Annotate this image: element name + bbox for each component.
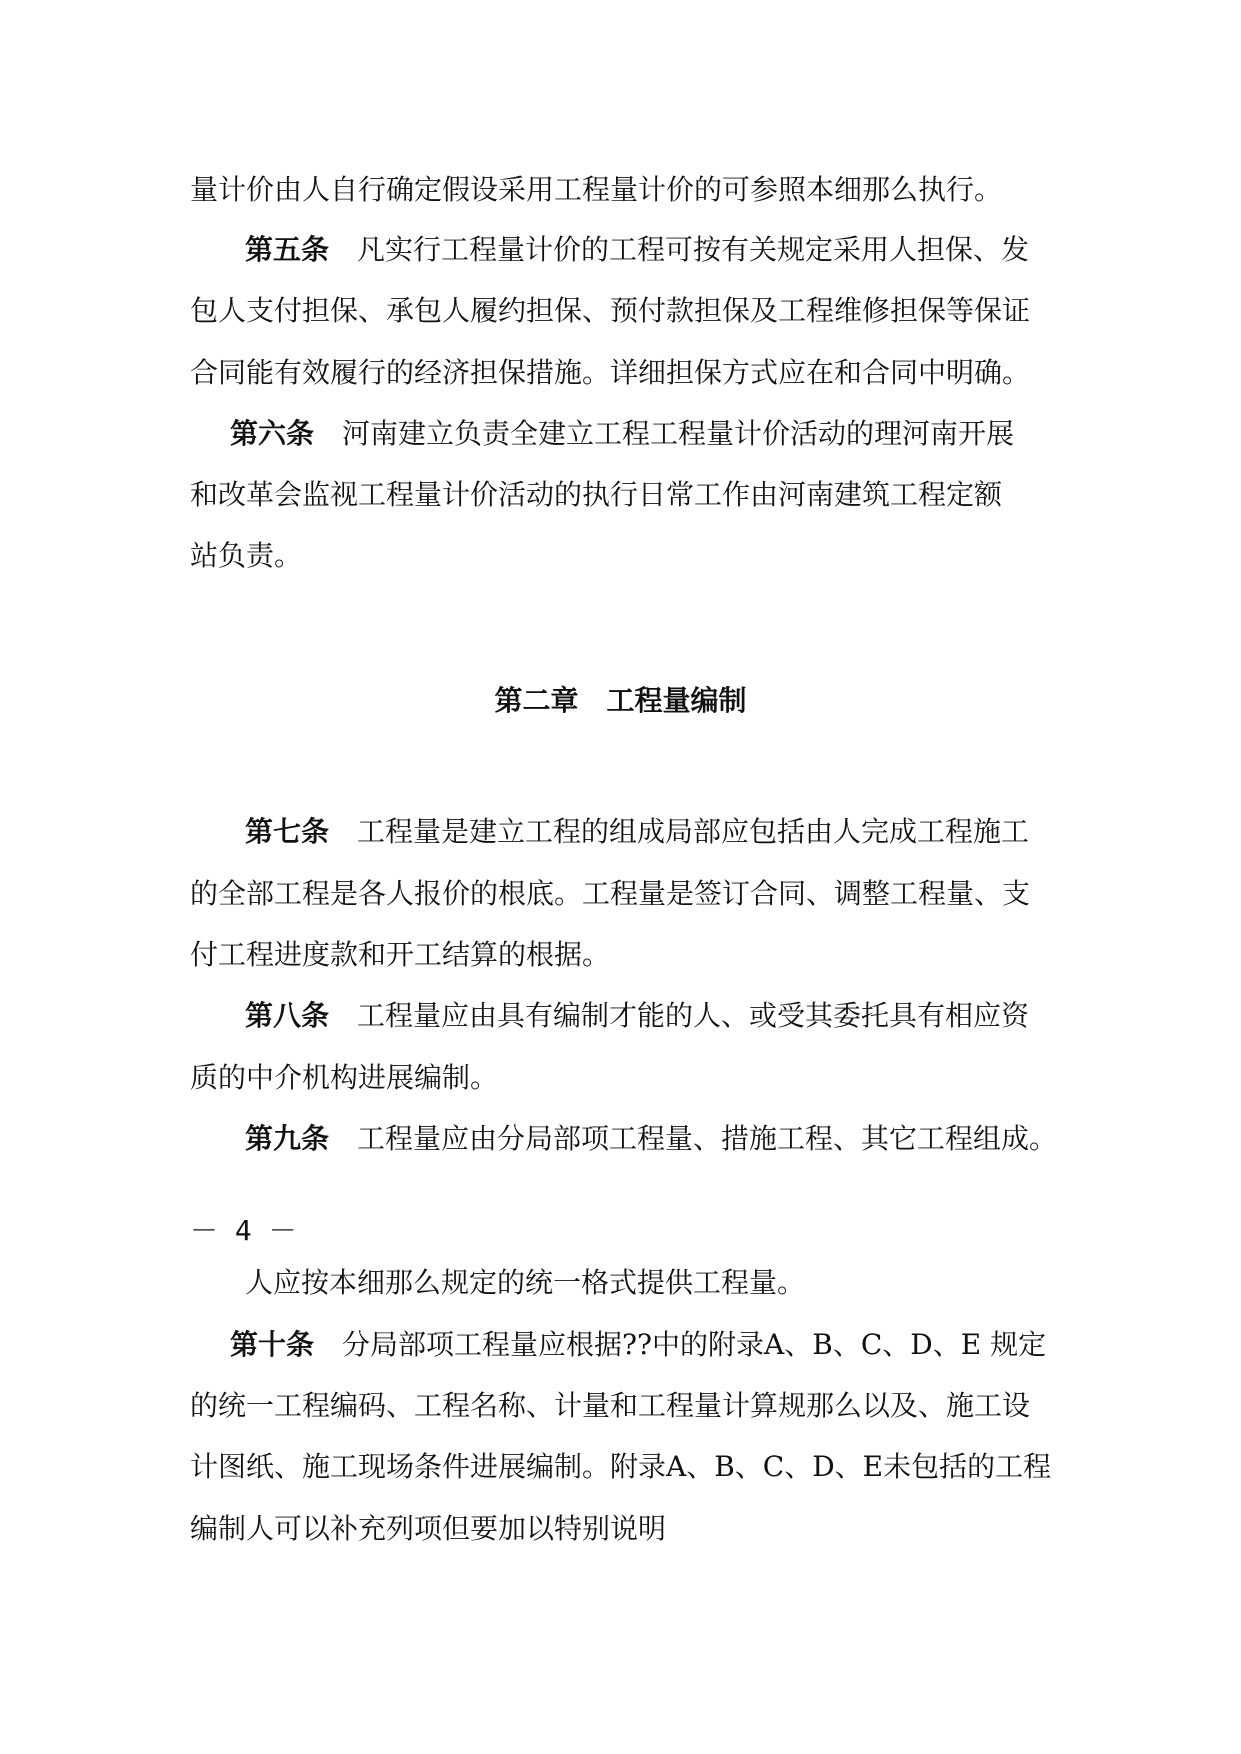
article-6-line-3: 站负责。 xyxy=(190,539,303,572)
article-9-text: 工程量应由分局部项工程量、措施工程、其它工程组成。 xyxy=(357,1122,1058,1155)
article-5-text: 凡实行工程量计价的工程可按有关规定采用人担保、发 xyxy=(357,233,1030,266)
article-10-line-4: 编制人可以补充列项但要加以特别说明 xyxy=(190,1512,667,1545)
article-8-text: 工程量应由具有编制才能的人、或受其委托具有相应资 xyxy=(357,999,1030,1032)
article-10-line-2: 的统一工程编码、工程名称、计量和工程量计算规那么以及、施工设 xyxy=(190,1389,1031,1422)
paragraph-line: 量计价由人自行确定假设采用工程量计价的可参照本细那么执行。 xyxy=(190,173,1003,206)
article-5-label: 第五条 xyxy=(245,233,330,266)
article-6-line-1 xyxy=(230,416,1014,452)
article-7-text: 工程量是建立工程的组成局部应包括由人完成工程施工 xyxy=(357,815,1030,848)
article-5-line-1 xyxy=(245,232,1029,268)
article-8-line-2: 质的中介机构进展编制。 xyxy=(190,1061,499,1094)
article-9-label: 第九条 xyxy=(245,1122,330,1155)
paragraph-line: 人应按本细那么规定的统一格式提供工程量。 xyxy=(245,1266,806,1299)
article-6-text: 河南建立负责全建立工程工程量计价活动的理河南开展 xyxy=(342,417,1015,450)
article-7-label: 第七条 xyxy=(245,815,330,848)
chapter-heading: 第二章 工程量编制 xyxy=(494,684,747,717)
article-10-label: 第十条 xyxy=(230,1328,315,1361)
article-5-line-2: 包人支付担保、承包人履约担保、预付款担保及工程维修担保等保证 xyxy=(190,294,1031,327)
article-7-line-1 xyxy=(245,814,1029,850)
article-8-line-1 xyxy=(245,998,1029,1034)
article-10-line-3: 计图纸、施工现场条件进展编制。附录A、B、C、D、E未包括的工程 xyxy=(190,1450,1052,1483)
page-number: － 4 － xyxy=(190,1214,297,1247)
article-6-line-2: 和改革会监视工程量计价活动的执行日常工作由河南建筑工程定额 xyxy=(190,478,1003,511)
article-9-line-1 xyxy=(245,1121,1057,1157)
article-8-label: 第八条 xyxy=(245,999,330,1032)
article-5-line-3: 合同能有效履行的经济担保措施。详细担保方式应在和合同中明确。 xyxy=(190,356,1031,389)
article-7-line-2: 的全部工程是各人报价的根底。工程量是签订合同、调整工程量、支 xyxy=(190,877,1031,910)
article-10-text: 分局部项工程量应根据??中的附录A、B、C、D、E 规定 xyxy=(342,1328,1047,1361)
article-6-label: 第六条 xyxy=(230,417,315,450)
article-10-line-1 xyxy=(230,1327,1046,1363)
article-7-line-3: 付工程进度款和开工结算的根据。 xyxy=(190,938,611,971)
